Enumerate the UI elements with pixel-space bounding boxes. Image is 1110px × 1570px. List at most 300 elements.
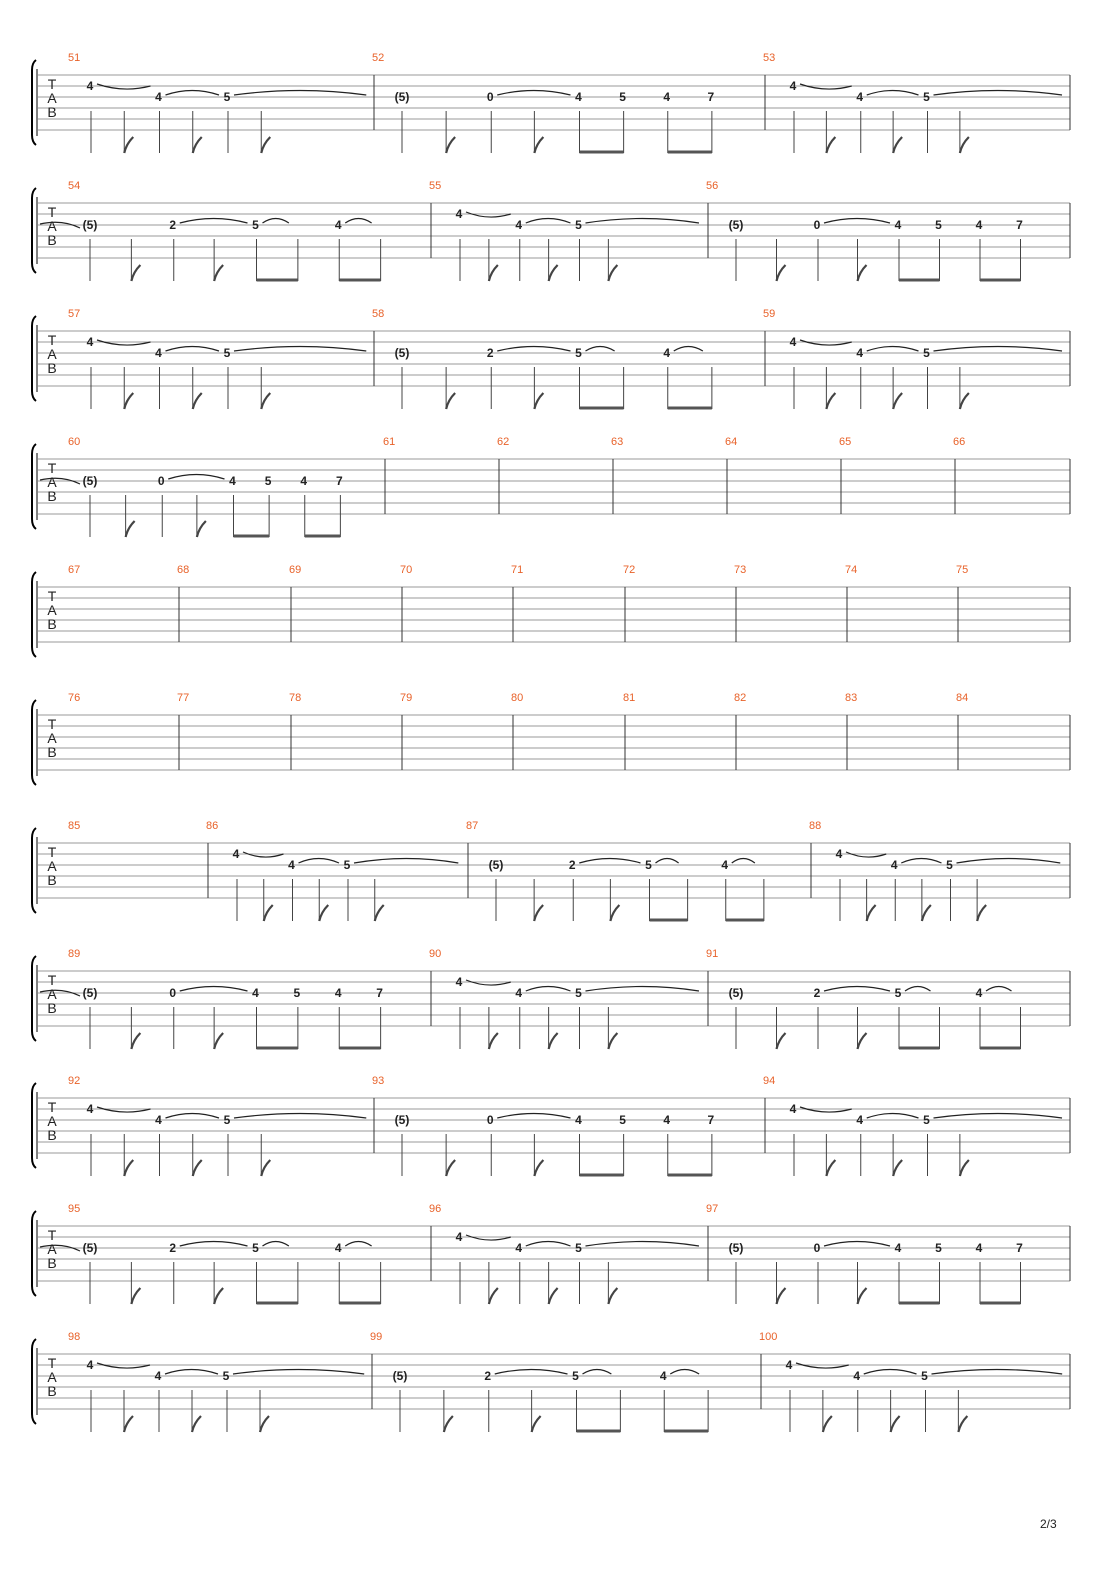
fret-number: 4 [252, 986, 259, 1000]
measure [289, 564, 301, 576]
measure [400, 692, 412, 704]
fret-number: 0 [813, 1241, 821, 1255]
flag [444, 1416, 453, 1432]
fret-number: 4 [334, 1241, 342, 1255]
fret-number: 4 [835, 847, 843, 861]
fret-number: 4 [455, 1230, 463, 1244]
fret-number: 4 [975, 218, 983, 232]
tie [233, 1370, 364, 1375]
measure [372, 308, 712, 409]
measure [68, 820, 80, 832]
tie [674, 347, 703, 352]
measure [734, 692, 746, 704]
fret-number: 7 [1016, 218, 1023, 232]
fret-number: 4 [288, 858, 295, 872]
tie [234, 1114, 366, 1119]
tie [495, 1370, 568, 1375]
flag [893, 137, 902, 153]
fret-number: 5 [343, 858, 351, 872]
tab-clef-letter: A [47, 858, 57, 874]
flag [131, 1033, 140, 1049]
flag [534, 905, 543, 921]
fret-number: 2 [486, 346, 494, 360]
tie [526, 987, 571, 992]
flag [261, 1160, 270, 1176]
flag [489, 1033, 498, 1049]
fret-number: 5 [575, 986, 582, 1000]
tie [824, 987, 890, 992]
measure [372, 1075, 715, 1176]
fret-number: 4 [663, 346, 671, 360]
tie [824, 1242, 890, 1247]
tie [905, 987, 931, 992]
measure [40, 1203, 381, 1304]
tab-clef-letter: A [47, 602, 57, 618]
fret-number: 0 [157, 474, 165, 488]
page-number: 2/3 [1040, 1517, 1057, 1531]
measure-number: 64 [725, 436, 738, 448]
tie [867, 1114, 919, 1119]
tie [166, 347, 220, 352]
measure-number: 99 [370, 1331, 383, 1343]
measure [511, 692, 523, 704]
measure [725, 436, 737, 448]
measure-number: 69 [289, 564, 302, 576]
fret-number: 4 [975, 1241, 983, 1255]
measure [429, 1203, 699, 1304]
measure [759, 1331, 1062, 1432]
tie [97, 1363, 150, 1368]
fret-number: 5 [252, 218, 259, 232]
tie [846, 852, 886, 857]
fret-number: 7 [1016, 1241, 1023, 1255]
system-bracket [32, 1211, 36, 1296]
tie [934, 91, 1063, 96]
measure-number: 78 [289, 692, 302, 704]
measure [956, 564, 968, 576]
measure-number: 67 [68, 564, 81, 576]
fret-number: 2 [813, 986, 821, 1000]
flag [960, 393, 969, 409]
flag [193, 393, 202, 409]
flag [534, 1160, 543, 1176]
tie [867, 91, 919, 96]
measure-number: 83 [845, 692, 858, 704]
tab-clef-letter: T [47, 1099, 57, 1115]
measure [370, 1331, 708, 1432]
tab-clef-letter: T [47, 1355, 57, 1371]
measure-number: 57 [68, 308, 81, 320]
fret-number: (5) [394, 346, 410, 360]
flag [446, 1160, 455, 1176]
system-bracket [32, 1339, 36, 1424]
tie [180, 1242, 248, 1247]
tab-system [32, 52, 1070, 153]
fret-number: 2 [484, 1369, 492, 1383]
measure-number: 96 [429, 1203, 442, 1215]
tie [345, 1242, 371, 1247]
tie [168, 475, 224, 480]
fret-number: 5 [923, 90, 930, 104]
measure [372, 52, 715, 153]
flag [126, 521, 135, 537]
tie [299, 859, 340, 864]
tie [466, 212, 511, 217]
measure-number: 76 [68, 692, 81, 704]
measure-number: 74 [845, 564, 858, 576]
flag [197, 521, 206, 537]
fret-number: 4 [575, 1113, 582, 1127]
measure [40, 948, 383, 1049]
tab-clef-letter: B [47, 1127, 57, 1143]
measure-number: 53 [763, 52, 776, 64]
fret-number: 4 [975, 986, 983, 1000]
measure-number: 52 [372, 52, 385, 64]
fret-number: 4 [856, 1113, 864, 1127]
tab-system [32, 564, 1070, 657]
fret-number: 4 [721, 858, 729, 872]
fret-number: 4 [785, 1358, 793, 1372]
measure [68, 1331, 364, 1432]
measure-number: 81 [623, 692, 636, 704]
system-bracket [32, 444, 36, 529]
flag [891, 1416, 900, 1432]
fret-number: 4 [455, 975, 463, 989]
measure-number: 94 [763, 1075, 776, 1087]
tab-clef-letter: T [47, 716, 57, 732]
tie [800, 1107, 852, 1112]
tie [934, 1114, 1063, 1119]
measure [763, 1075, 1062, 1176]
tab-clef-letter: B [47, 104, 57, 120]
fret-number: 4 [232, 847, 240, 861]
flag [867, 905, 876, 921]
measure [956, 692, 968, 704]
fret-number: (5) [82, 1241, 98, 1255]
flag [260, 1416, 269, 1432]
flag [319, 905, 328, 921]
fret-number: 4 [86, 1358, 94, 1372]
tab-clef-letter: B [47, 744, 57, 760]
fret-number: 4 [789, 335, 797, 349]
fret-number: 4 [515, 1241, 523, 1255]
tie [986, 987, 1012, 992]
measure [734, 564, 746, 576]
flag [446, 137, 455, 153]
fret-number: 0 [169, 986, 177, 1000]
measure-number: 61 [383, 436, 396, 448]
flag [549, 1033, 558, 1049]
measure [809, 820, 1060, 921]
measure [845, 692, 857, 704]
system-bracket [32, 700, 36, 785]
measure [466, 820, 764, 921]
tab-clef-letter: T [47, 460, 57, 476]
measure [706, 948, 1021, 1049]
measure [763, 308, 1062, 409]
fret-number: 7 [707, 90, 715, 104]
measure-number: 90 [429, 948, 442, 960]
flag [858, 265, 867, 281]
flag [489, 1288, 498, 1304]
tie [466, 1235, 511, 1240]
fret-number: 4 [659, 1369, 667, 1383]
flag [264, 905, 273, 921]
fret-number: 5 [572, 1369, 579, 1383]
flag [826, 393, 835, 409]
tie [824, 219, 890, 224]
measure [68, 308, 366, 409]
measure [206, 820, 458, 921]
flag [958, 1416, 967, 1432]
tie [867, 347, 919, 352]
tie [166, 91, 220, 96]
flag [777, 1288, 786, 1304]
fret-number: (5) [394, 90, 410, 104]
fret-number: 4 [86, 79, 94, 93]
measure [68, 564, 80, 576]
tab-clef-letter: A [47, 730, 57, 746]
tab-clef-letter: B [47, 1383, 57, 1399]
tie [583, 1370, 612, 1375]
flag [446, 393, 455, 409]
tab-clef-letter: A [47, 346, 57, 362]
measure-number: 65 [839, 436, 852, 448]
tie [180, 987, 248, 992]
fret-number: 7 [336, 474, 343, 488]
flag [893, 1160, 902, 1176]
tie [180, 219, 248, 224]
tab-clef-letter: T [47, 972, 57, 988]
tie [97, 84, 151, 89]
flag [214, 1288, 223, 1304]
fret-number: (5) [728, 1241, 744, 1255]
measure [177, 692, 189, 704]
measure [383, 436, 395, 448]
flag [131, 1288, 140, 1304]
flag [826, 1160, 835, 1176]
system-bracket [32, 828, 36, 913]
fret-number: (5) [488, 858, 504, 872]
tie [165, 1370, 218, 1375]
tie [234, 91, 366, 96]
flag [124, 393, 133, 409]
tab-clef-letter: A [47, 90, 57, 106]
system-bracket [32, 316, 36, 401]
measure-number: 56 [706, 180, 719, 192]
fret-number: 5 [935, 218, 942, 232]
tab-clef-letter: B [47, 360, 57, 376]
tab-system [32, 180, 1070, 281]
measure [429, 180, 699, 281]
tab-clef-letter: T [47, 76, 57, 92]
fret-number: 4 [154, 1369, 162, 1383]
tie [526, 219, 571, 224]
tie [800, 84, 852, 89]
flag [131, 265, 140, 281]
measure [177, 564, 189, 576]
measure-number: 68 [177, 564, 190, 576]
tab-system [32, 948, 1070, 1049]
measure-number: 60 [68, 436, 81, 448]
tie [97, 1107, 151, 1112]
fret-number: 4 [334, 986, 342, 1000]
fret-number: 4 [856, 346, 864, 360]
tab-clef-letter: B [47, 616, 57, 632]
tie [526, 1242, 571, 1247]
tab-clef-letter: A [47, 1369, 57, 1385]
flag [608, 1033, 617, 1049]
flag [777, 1033, 786, 1049]
flag [777, 265, 786, 281]
flag [375, 905, 384, 921]
tab-system [32, 1075, 1070, 1176]
tie [234, 347, 366, 352]
measure-number: 73 [734, 564, 747, 576]
tab-clef-letter: B [47, 488, 57, 504]
fret-number: 4 [663, 1113, 671, 1127]
measure-number: 72 [623, 564, 636, 576]
fret-number: 4 [229, 474, 236, 488]
tie [166, 1114, 220, 1119]
fret-number: 4 [455, 207, 463, 221]
fret-number: (5) [728, 218, 744, 232]
tie [864, 1370, 917, 1375]
fret-number: (5) [394, 1113, 410, 1127]
tab-clef-letter: A [47, 474, 57, 490]
tie [497, 1114, 570, 1119]
tie [579, 859, 640, 864]
fret-number: 4 [894, 1241, 902, 1255]
measure-number: 92 [68, 1075, 81, 1087]
tab-clef-letter: B [47, 872, 57, 888]
tab-clef-letter: A [47, 218, 57, 234]
fret-number: 4 [155, 1113, 162, 1127]
tab-clef-letter: B [47, 1255, 57, 1271]
measure-number: 71 [511, 564, 524, 576]
measure-number: 88 [809, 820, 822, 832]
system-bracket [32, 956, 36, 1041]
fret-number: 4 [334, 218, 342, 232]
measure [289, 692, 301, 704]
tab-clef-letter: A [47, 1241, 57, 1257]
fret-number: (5) [82, 986, 98, 1000]
tie [97, 340, 151, 345]
fret-number: 4 [515, 218, 523, 232]
tab-clef-letter: B [47, 232, 57, 248]
measure [623, 692, 635, 704]
fret-number: 4 [894, 218, 902, 232]
measure-number: 54 [68, 180, 81, 192]
fret-number: (5) [82, 474, 98, 488]
tie [732, 859, 755, 864]
flag [489, 265, 498, 281]
measure-number: 51 [68, 52, 81, 64]
fret-number: 2 [169, 1241, 177, 1255]
fret-number: (5) [82, 218, 98, 232]
fret-number: 2 [169, 218, 177, 232]
tie [263, 1242, 289, 1247]
flag [823, 1416, 832, 1432]
fret-number: 5 [575, 346, 582, 360]
flag [960, 1160, 969, 1176]
tab-clef-letter: T [47, 332, 57, 348]
fret-number: 4 [86, 1102, 94, 1116]
fret-number: 0 [486, 1113, 494, 1127]
fret-number: 5 [923, 1113, 930, 1127]
measure [400, 564, 412, 576]
tie [932, 1370, 1063, 1375]
tab-clef-letter: A [47, 986, 57, 1002]
fret-number: 5 [619, 90, 626, 104]
system-bracket [32, 188, 36, 273]
tie [586, 987, 699, 992]
fret-number: 5 [223, 90, 231, 104]
measure [68, 692, 80, 704]
flag [960, 137, 969, 153]
measure [68, 1075, 366, 1176]
measure-number: 62 [497, 436, 510, 448]
measure [497, 436, 509, 448]
measure [953, 436, 965, 448]
fret-number: 4 [856, 90, 864, 104]
measure-number: 91 [706, 948, 719, 960]
fret-number: (5) [392, 1369, 408, 1383]
flag [549, 265, 558, 281]
measure-number: 100 [759, 1331, 778, 1343]
measure [763, 52, 1062, 153]
flag [608, 1288, 617, 1304]
measure [68, 52, 366, 153]
measure-number: 79 [400, 692, 413, 704]
tab-clef-letter: T [47, 204, 57, 220]
tab-system [32, 308, 1070, 409]
system-bracket [32, 1083, 36, 1168]
fret-number: 4 [575, 90, 582, 104]
fret-number: 5 [264, 474, 272, 488]
fret-number: 5 [252, 1241, 259, 1255]
fret-number: 4 [789, 1102, 797, 1116]
measure [845, 564, 857, 576]
tie [586, 347, 615, 352]
fret-number: (5) [728, 986, 744, 1000]
tie [586, 219, 699, 224]
fret-number: 5 [575, 218, 582, 232]
fret-number: 4 [515, 986, 523, 1000]
flag [193, 137, 202, 153]
fret-number: 0 [486, 90, 494, 104]
measure [706, 1203, 1023, 1304]
flag [261, 393, 270, 409]
tie [497, 91, 570, 96]
tab-system [32, 436, 1070, 537]
tie [901, 859, 941, 864]
fret-number: 0 [813, 218, 821, 232]
measure-number: 84 [956, 692, 969, 704]
fret-number: 5 [923, 346, 930, 360]
flag [261, 137, 270, 153]
tie [243, 852, 284, 857]
fret-number: 5 [223, 346, 231, 360]
fret-number: 4 [789, 79, 797, 93]
tab-system [32, 1203, 1070, 1304]
fret-number: 5 [575, 1241, 582, 1255]
flag [532, 1416, 541, 1432]
flag [610, 905, 619, 921]
fret-number: 5 [894, 986, 902, 1000]
fret-number: 5 [619, 1113, 626, 1127]
fret-number: 4 [663, 90, 671, 104]
